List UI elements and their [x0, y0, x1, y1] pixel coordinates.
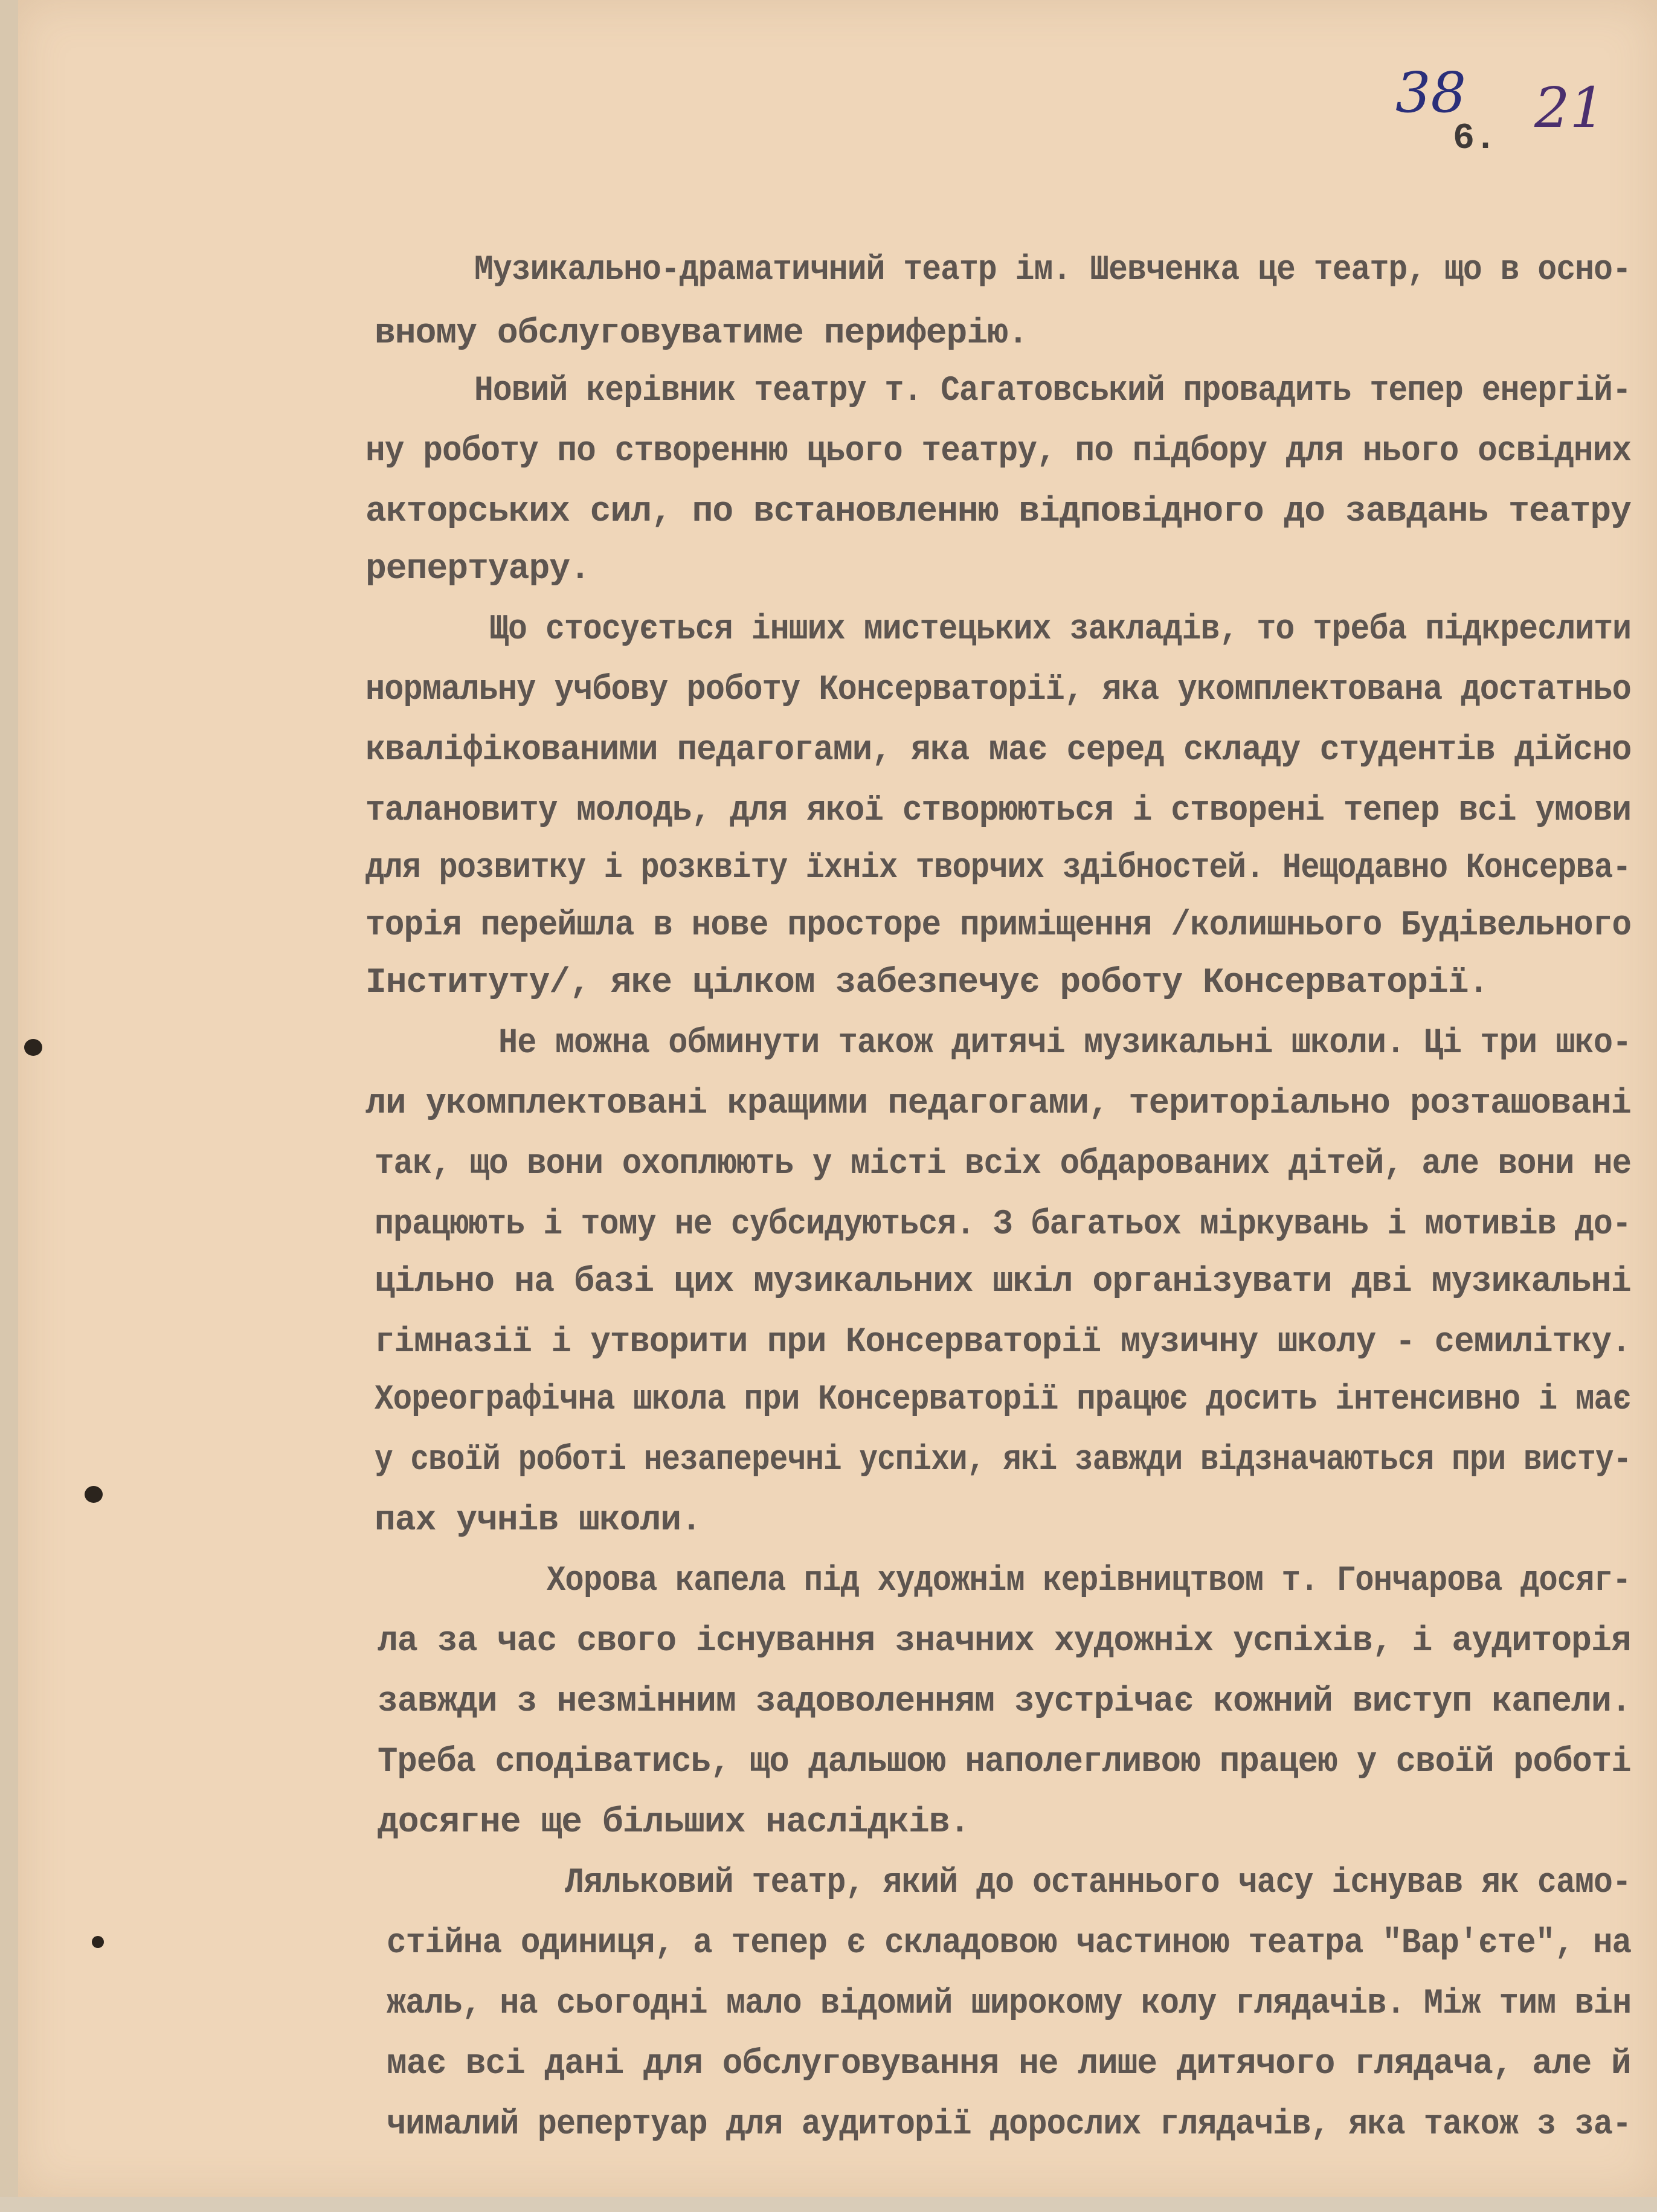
text-line: талановиту молодь, для якої створюються і створені тепер всі умови — [365, 791, 1632, 831]
text-line: Хореографічна школа при Консерваторії працює досить інтенсивно і має — [375, 1380, 1631, 1419]
text-line: Новий керівник театру т. Сагатовський провадить тепер енергій- — [474, 371, 1631, 411]
text-line: ли укомплектовані кращими педагогами, територіально розташовані — [365, 1084, 1631, 1124]
text-line: завжди з незмінним задоволенням зустрічає кожний виступ капели. — [378, 1682, 1631, 1722]
archive-second-number: 21 — [1534, 76, 1606, 140]
text-line: ла за час свого існування значних художніх успіхів, і аудиторія — [378, 1622, 1631, 1661]
text-line: цільно на базі цих музикальних шкіл організувати дві музикальні — [375, 1262, 1631, 1302]
text-line: працюють і тому не субсидуються. З багатьох міркувань і мотивів до- — [375, 1205, 1631, 1244]
text-line: має всі дані для обслуговування не лише дитячого глядача, але й — [387, 2045, 1631, 2084]
text-line: пах учнів школи. — [375, 1501, 701, 1540]
text-line: Ляльковий театр, який до останнього часу існував як само- — [565, 1863, 1631, 1903]
text-line: так, що вони охоплюють у місті всіх обдарованих дітей, але вони не — [375, 1145, 1632, 1184]
text-line: стійна одиниця, а тепер є складовою частиною театра "Вар'єте", на — [387, 1924, 1632, 1963]
archive-sheet-number: 38 — [1395, 60, 1467, 125]
page-number: 6. — [1453, 118, 1497, 159]
text-line: нормальну учбову роботу Консерваторії, яка укомплектована достатньо — [365, 670, 1631, 710]
text-line: репертуару. — [365, 550, 590, 589]
text-line: Музикально-драматичний театр ім. Шевченка це театр, що в осно- — [474, 251, 1631, 290]
text-line: Що стосується інших мистецьких закладів, то треба підкреслити — [489, 610, 1632, 649]
text-line: акторських сил, по встановленню відповідного до завдань театру — [365, 492, 1631, 532]
text-line: торія перейшла в нове просторе приміщення /колишнього Будівельного — [365, 906, 1632, 945]
text-line: Треба сподіватись, що дальшою наполегливою працею у своїй роботі — [378, 1743, 1631, 1782]
text-line: чималий репертуар для аудиторії дорослих глядачів, яка також з за- — [387, 2105, 1632, 2144]
text-line: для розвитку і розквіту їхніх творчих здібностей. Нещодавно Консерва- — [365, 849, 1631, 888]
text-line: Інституту/, яке цілком забезпечує роботу Консерваторії. — [365, 963, 1489, 1003]
text-line: у своїй роботі незаперечні успіхи, які завжди відзначаються при висту- — [375, 1441, 1632, 1480]
text-line: кваліфікованими педагогами, яка має серед складу студентів дійсно — [365, 731, 1632, 770]
text-line: Не можна обминути також дитячі музикальні школи. Ці три шко- — [498, 1024, 1632, 1063]
text-line: вному обслуговуватиме периферію. — [375, 314, 1028, 353]
text-line: ну роботу по створенню цього театру, по підбору для нього освідних — [365, 432, 1632, 471]
text-line: жаль, на сьогодні мало відомий широкому колу глядачів. Між тим він — [387, 1984, 1632, 2024]
text-line: гімназії і утворити при Консерваторії музичну школу - семилітку. — [375, 1323, 1631, 1362]
text-line: досягне ще більших наслідків. — [378, 1803, 970, 1842]
text-line: Хорова капела під художнім керівництвом т. Гончарова досяг- — [547, 1561, 1631, 1601]
